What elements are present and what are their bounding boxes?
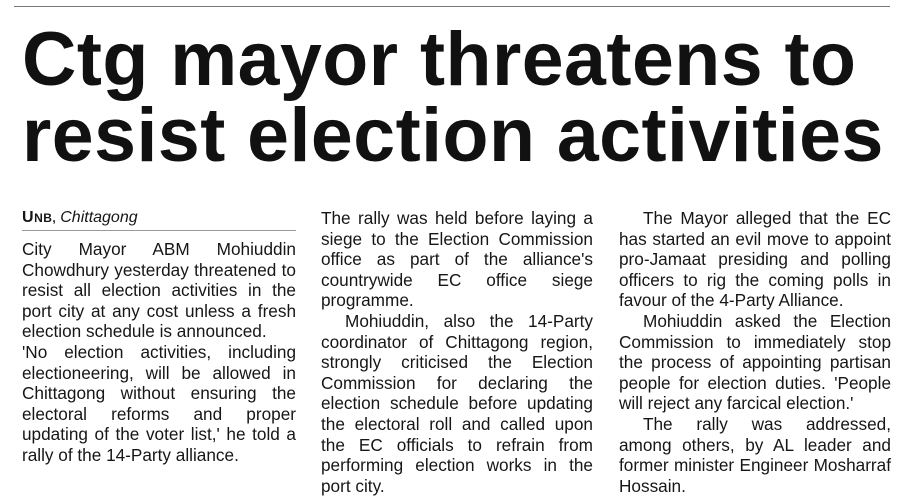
byline-location: Chittagong: [60, 209, 138, 226]
article-paragraph: 'No election activities, including electioneering, will be allowed in Chittagong without ensuring the electoral reforms and proper updating of the voter list,' he told a rally of the 14-Party alliance.: [22, 341, 296, 465]
top-rule: [14, 6, 890, 7]
article-paragraph: The rally was addressed, among others, by AL leader and former minister Engineer Mosharraf Hossain.: [619, 413, 891, 496]
byline-source-initial: U: [22, 209, 35, 226]
headline: [22, 17, 884, 178]
article-paragraph: City Mayor ABM Mohiuddin Chowdhury yesterday threatened to resist all election activities in the port city at any cost unless a fresh election schedule is announced.: [22, 239, 296, 342]
article-column-3: [619, 208, 891, 496]
article-column-2: [321, 208, 593, 496]
article-paragraph: The rally was held before laying a siege to the Election Commission office as part of the alliance's countrywide EC office siege programme.: [321, 208, 593, 311]
headline-line-1: Ctg mayor threatens to: [22, 17, 857, 102]
byline-source-rest: NB,: [34, 211, 57, 225]
article-paragraph: The Mayor alleged that the EC has started an evil move to appoint pro-Jamaat presiding and polling officers to rig the coming polls in favour of the 4-Party Alliance.: [619, 208, 891, 311]
byline-source: [22, 209, 56, 226]
article-paragraph: Mohiuddin asked the Election Commission to immediately stop the process of appointing partisan people for election duties. 'People will reject any farcical election.': [619, 310, 891, 414]
headline-line-2: resist election activities: [22, 93, 884, 178]
byline: [22, 208, 296, 231]
article-paragraph: Mohiuddin, also the 14-Party coordinator of Chittagong region, strongly criticised the Election Commission for declaring the election schedule before updating the electoral roll and called upon the EC officials to refrain from performing election works in the port city.: [321, 310, 593, 496]
article-column-1: [22, 208, 296, 466]
